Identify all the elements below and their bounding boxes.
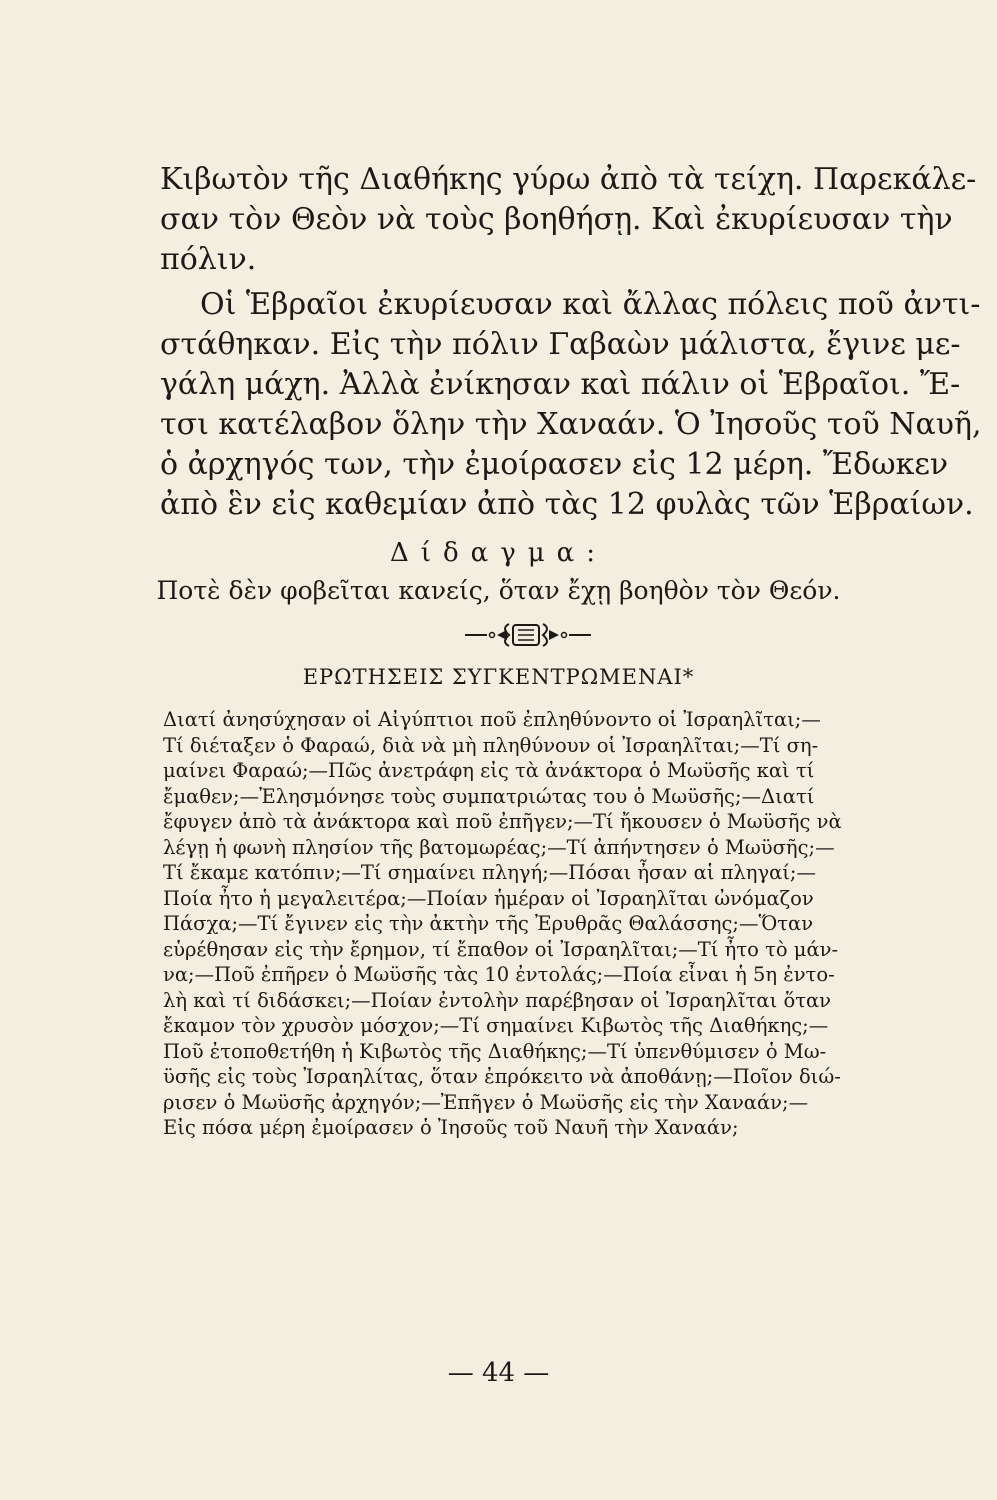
paragraph-1 — [160, 160, 977, 280]
question-line: μαίνει Φαραώ;—Πῶς ἀνετράφη εἰς τὰ ἀνάκτορα ὁ Μωϋσῆς καὶ τί — [163, 759, 815, 782]
text-line: γάλη μάχη. Ἀλλὰ ἐνίκησαν καὶ πάλιν οἱ Ἑβραῖοι. Ἔ- — [160, 367, 961, 402]
text-line: στάθηκαν. Εἰς τὴν πόλιν Γαβαὼν μάλιστα, ἔγινε με- — [160, 327, 961, 362]
text-line: ὁ ἀρχηγός των, τὴν ἐμοίρασεν εἰς 12 μέρη. Ἔδωκεν — [160, 447, 949, 482]
question-line: Τί ἔκαμε κατόπιν;—Τί σημαίνει πληγή;—Πόσαι ἦσαν αἱ πληγαί;— — [163, 861, 817, 884]
question-line: ἔφυγεν ἀπὸ τὰ ἀνάκτορα καὶ ποῦ ἐπῆγεν;—Τί ἤκουσεν ὁ Μωϋσῆς νὰ — [163, 810, 842, 833]
question-line: Ποῦ ἐτοποθετήθη ἡ Κιβωτὸς τῆς Διαθήκης;—Τί ὑπενθύμισεν ὁ Μω- — [163, 1039, 827, 1063]
text-line: ἀπὸ ἓν εἰς καθεμίαν ἀπὸ τὰς 12 φυλὰς τῶν Ἑβραίων. — [160, 487, 974, 522]
page-number: — 44 — — [447, 1358, 550, 1388]
text-line: σαν τὸν Θεὸν νὰ τοὺς βοηθήσῃ. Καὶ ἐκυρίευσαν τὴν — [160, 202, 953, 237]
lesson-text: Ποτὲ δὲν φοβεῖται κανείς, ὅταν ἔχῃ βοηθὸν τὸν Θεόν. — [156, 576, 841, 605]
question-line: Διατί ἀνησύχησαν οἱ Αἰγύπτιοι ποῦ ἐπληθύνοντο οἱ Ἰσραηλῖται;— — [163, 708, 821, 731]
question-line: ρισεν ὁ Μωϋσῆς ἀρχηγόν;—Ἐπῆγεν ὁ Μωϋσῆς εἰς τὴν Χαναάν;— — [163, 1090, 809, 1114]
question-line: εὑρέθησαν εἰς τὴν ἔρημον, τί ἔπαθον οἱ Ἰσραηλῖται;—Τί ἦτο τὸ μάν- — [163, 937, 839, 961]
text-line: πόλιν. — [160, 242, 257, 277]
question-line: λέγῃ ἡ φωνὴ πλησίον τῆς βατομωρέας;—Τί ἀπήντησεν ὁ Μωϋσῆς;— — [163, 835, 835, 859]
lesson-label: Δίδαγμα: — [390, 538, 607, 568]
question-line: να;—Ποῦ ἐπῆρεν ὁ Μωϋσῆς τὰς 10 ἐντολάς;—Ποία εἶναι ἡ 5η ἐντο- — [163, 963, 835, 986]
question-line: λὴ καὶ τί διδάσκει;—Ποίαν ἐντολὴν παρέβησαν οἱ Ἰσραηλῖται ὅταν — [163, 988, 831, 1012]
section-heading: ΕΡΩΤΗΣΕΙΣ ΣΥΓΚΕΝΤΡΩΜΕΝΑΙ* — [302, 665, 695, 689]
question-line: ἔκαμον τὸν χρυσὸν μόσχον;—Τί σημαίνει Κιβωτὸς τῆς Διαθήκης;— — [163, 1014, 829, 1037]
questions-block — [163, 707, 898, 1141]
question-line: ϋσῆς εἰς τοὺς Ἰσραηλίτας, ὅταν ἐπρόκειτο νὰ ἀποθάνῃ;—Ποῖον διώ- — [163, 1065, 841, 1088]
question-line: Τί διέταξεν ὁ Φαραώ, διὰ νὰ μὴ πληθύνουν οἱ Ἰσραηλῖται;—Τί ση- — [163, 733, 819, 757]
question-line: Πάσχα;—Τί ἔγινεν εἰς τὴν ἀκτὴν τῆς Ἐρυθρᾶς Θαλάσσης;—Ὅταν — [163, 912, 814, 935]
paragraph-2 — [160, 285, 982, 525]
text-line: Κιβωτὸν τῆς Διαθήκης γύρω ἀπὸ τὰ τείχη. Παρεκάλε- — [160, 162, 977, 197]
question-line: Εἰς πόσα μέρη ἐμοίρασεν ὁ Ἰησοῦς τοῦ Ναυῆ τὴν Χαναάν; — [163, 1116, 739, 1139]
text-line: τσι κατέλαβον ὅλην τὴν Χαναάν. Ὁ Ἰησοῦς τοῦ Ναυῆ, — [160, 407, 982, 442]
decorative-ornament-icon — [463, 618, 593, 652]
question-line: ἔμαθεν;—Ἐλησμόνησε τοὺς συμπατριώτας του ὁ Μωϋσῆς;—Διατί — [163, 784, 815, 808]
question-line: Ποία ἦτο ἡ μεγαλειτέρα;—Ποίαν ἡμέραν οἱ Ἰσραηλῖται ὠνόμαζον — [163, 886, 814, 910]
text-line: Οἱ Ἑβραῖοι ἐκυρίευσαν καὶ ἄλλας πόλεις ποῦ ἀντι- — [200, 287, 981, 322]
